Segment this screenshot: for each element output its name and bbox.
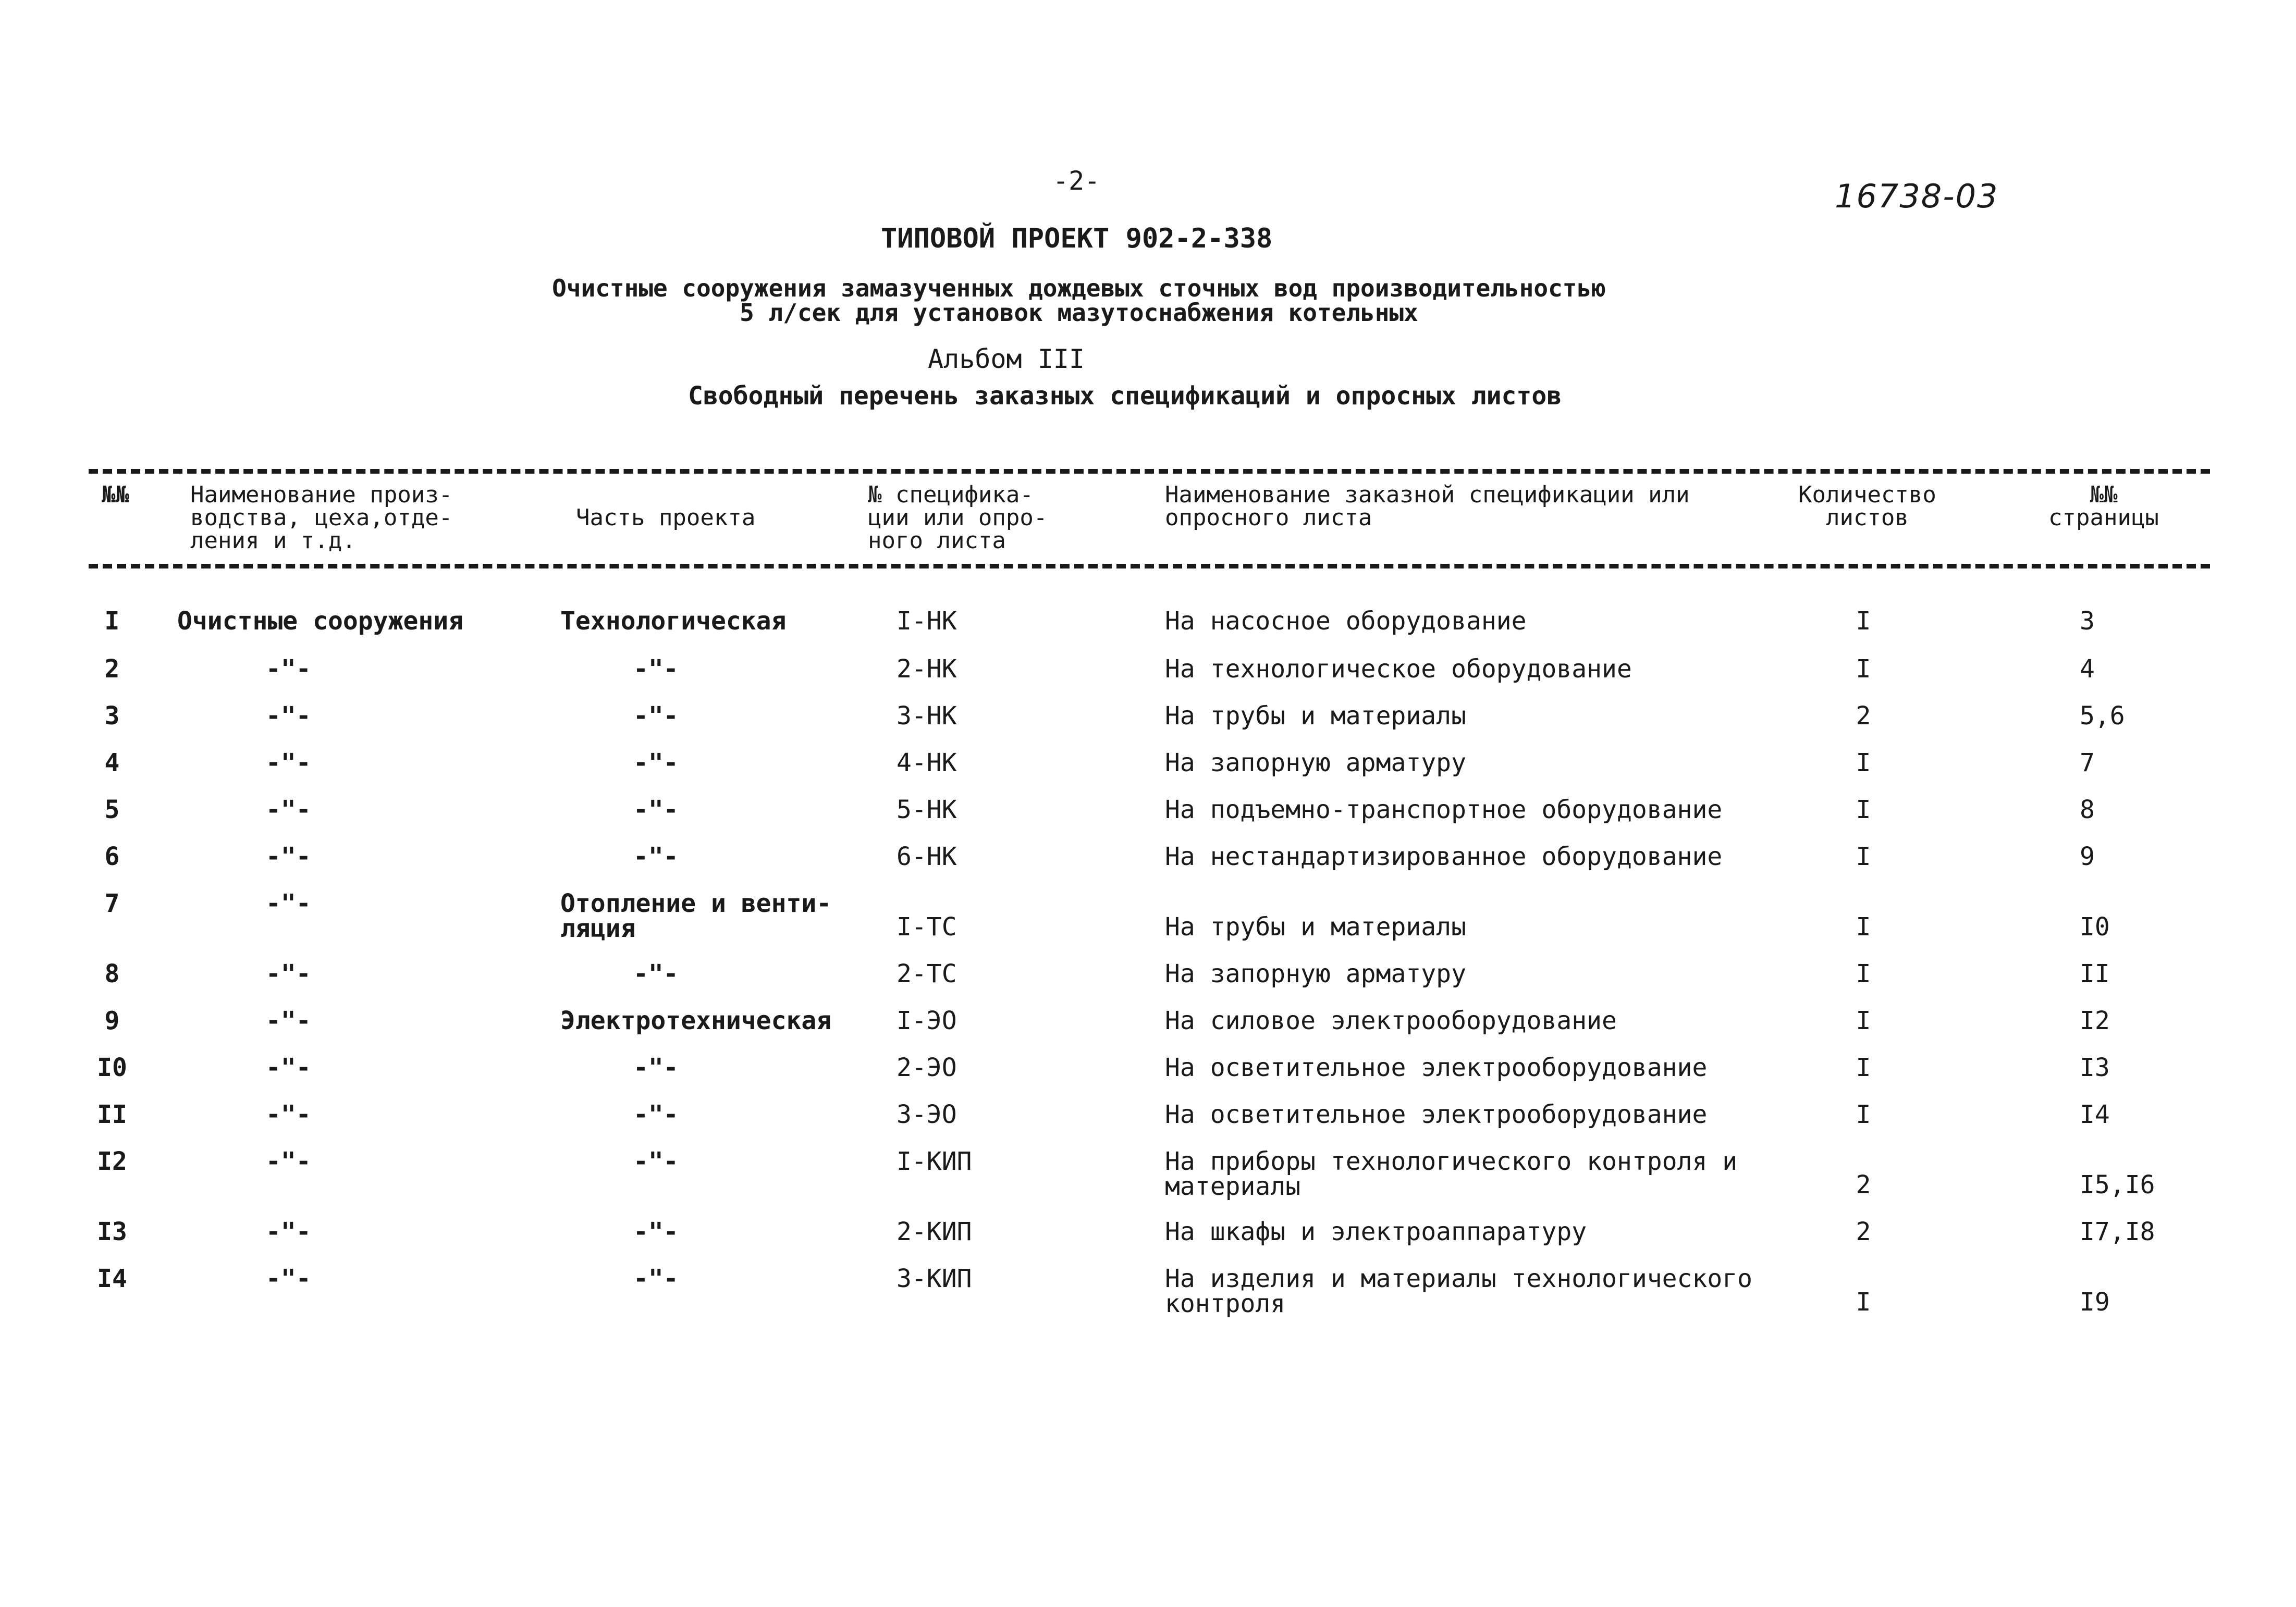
- row-part: -"-: [633, 748, 679, 777]
- row-number: 8: [104, 959, 120, 988]
- row-part: -"-: [633, 1100, 679, 1129]
- row-part: -"-: [633, 959, 679, 988]
- row-spec: 2-ЭО: [897, 1053, 957, 1082]
- row-number: 7: [104, 889, 120, 918]
- row-number: I2: [97, 1147, 127, 1176]
- header-pages: №№ страницы: [2048, 481, 2159, 531]
- row-part: -"-: [633, 1147, 679, 1176]
- row-spec: 5-НК: [897, 795, 957, 824]
- row-pages: 3: [2080, 607, 2095, 636]
- row-spec: I-ЭО: [897, 1006, 957, 1035]
- row-part: -"-: [633, 701, 679, 731]
- row-part: -"-: [633, 1264, 679, 1293]
- row-spec-name: На подъемно-транспортное оборудование: [1165, 795, 1723, 824]
- row-quantity: 2: [1856, 1217, 1871, 1246]
- row-spec-name: На технологическое оборудование: [1165, 654, 1632, 684]
- row-number: I3: [97, 1217, 127, 1246]
- row-spec-name: На силовое электрооборудование: [1165, 1006, 1617, 1035]
- row-spec: 4-НК: [897, 748, 957, 777]
- row-spec: 3-КИП: [897, 1264, 972, 1293]
- header-production: Наименование произ- водства, цеха,отде- ления и т.д.: [190, 481, 453, 554]
- header-num: №№: [102, 481, 129, 508]
- row-spec: I-КИП: [897, 1147, 972, 1176]
- row-quantity: 2: [1856, 701, 1871, 731]
- header-spec-name: Наименование заказной спецификации или опросного листа: [1165, 481, 1690, 531]
- row-spec: I-ТС: [897, 912, 957, 942]
- row-production: -"-: [266, 795, 311, 824]
- row-quantity: I: [1856, 1288, 1871, 1317]
- row-quantity: I: [1856, 1100, 1871, 1129]
- project-title: ТИПОВОЙ ПРОЕКТ 902-2-338: [881, 223, 1273, 254]
- row-part: -"-: [633, 1053, 679, 1082]
- row-number: 9: [104, 1006, 120, 1035]
- row-production: -"-: [266, 1264, 311, 1293]
- row-pages: 8: [2080, 795, 2095, 824]
- row-quantity: I: [1856, 1006, 1871, 1035]
- row-number: II: [97, 1100, 127, 1129]
- album-label: Альбом III: [928, 344, 1085, 374]
- page-number: -2-: [1053, 166, 1100, 196]
- row-quantity: I: [1856, 748, 1871, 777]
- header-part: Часть проекта: [576, 504, 756, 531]
- row-spec-name: На изделия и материалы технологического контроля: [1165, 1264, 1753, 1318]
- row-number: I4: [97, 1264, 127, 1293]
- row-part: Отопление и венти- ляция: [560, 889, 832, 943]
- row-production: -"-: [266, 701, 311, 731]
- row-spec-name: На осветительное электрооборудование: [1165, 1053, 1708, 1082]
- row-production: -"-: [266, 654, 311, 684]
- row-quantity: I: [1856, 795, 1871, 824]
- row-production: -"-: [266, 1053, 311, 1082]
- row-number: 6: [104, 842, 120, 871]
- row-spec-name: На насосное оборудование: [1165, 607, 1527, 636]
- row-pages: II: [2080, 959, 2110, 988]
- row-number: 3: [104, 701, 120, 731]
- row-production: -"-: [266, 1006, 311, 1035]
- row-spec-name: На трубы и материалы: [1165, 701, 1466, 731]
- row-part: -"-: [633, 654, 679, 684]
- row-spec: 3-НК: [897, 701, 957, 731]
- row-spec: 3-ЭО: [897, 1100, 957, 1129]
- row-production: -"-: [266, 1217, 311, 1246]
- row-spec-name: На нестандартизированное оборудование: [1165, 842, 1723, 871]
- row-production: -"-: [266, 1100, 311, 1129]
- row-pages: I7,I8: [2080, 1217, 2155, 1246]
- row-spec-name: На осветительное электрооборудование: [1165, 1100, 1708, 1129]
- row-pages: I3: [2080, 1053, 2110, 1082]
- row-quantity: I: [1856, 654, 1871, 684]
- row-number: I: [104, 607, 120, 636]
- description-line-1: Очистные сооружения замазученных дождевых сточных вод производительностью: [552, 274, 1606, 302]
- row-part: Электротехническая: [560, 1006, 832, 1035]
- row-quantity: 2: [1856, 1170, 1871, 1200]
- row-pages: 5,6: [2080, 701, 2125, 731]
- header-quantity: Количество листов: [1798, 481, 1936, 531]
- row-quantity: I: [1856, 912, 1871, 942]
- row-production: -"-: [266, 959, 311, 988]
- row-spec: 2-КИП: [897, 1217, 972, 1246]
- row-spec: 2-ТС: [897, 959, 957, 988]
- row-spec: 2-НК: [897, 654, 957, 684]
- row-spec-name: На запорную арматуру: [1165, 959, 1466, 988]
- table-header-rule: [89, 564, 2210, 568]
- row-pages: I2: [2080, 1006, 2110, 1035]
- table-top-rule: [89, 469, 2210, 474]
- row-spec: I-НК: [897, 607, 957, 636]
- row-quantity: I: [1856, 1053, 1871, 1082]
- row-part: -"-: [633, 795, 679, 824]
- row-spec-name: На шкафы и электроаппаратуру: [1165, 1217, 1587, 1246]
- row-part: Технологическая: [560, 607, 787, 636]
- row-quantity: I: [1856, 607, 1871, 636]
- row-pages: 7: [2080, 748, 2095, 777]
- row-part: -"-: [633, 842, 679, 871]
- row-pages: 9: [2080, 842, 2095, 871]
- header-spec: № специфика- ции или опро- ного листа: [868, 481, 1048, 554]
- row-production: -"-: [266, 889, 311, 918]
- list-title: Свободный перечень заказных спецификаций и опросных листов: [688, 381, 1562, 411]
- row-production: -"-: [266, 1147, 311, 1176]
- row-production: -"-: [266, 842, 311, 871]
- handwritten-note: 16738-03: [1835, 177, 1999, 215]
- description-line-2: 5 л/сек для установок мазутоснабжения котельных: [740, 299, 1418, 327]
- row-spec-name: На приборы технологического контроля и материалы: [1165, 1147, 1738, 1201]
- row-number: I0: [97, 1053, 127, 1082]
- row-production: -"-: [266, 748, 311, 777]
- row-quantity: I: [1856, 842, 1871, 871]
- row-spec: 6-НК: [897, 842, 957, 871]
- row-pages: I9: [2080, 1288, 2110, 1317]
- project-description: [480, 276, 1678, 325]
- row-pages: I0: [2080, 912, 2110, 942]
- row-production: Очистные сооружения: [177, 607, 464, 636]
- row-quantity: I: [1856, 959, 1871, 988]
- row-number: 4: [104, 748, 120, 777]
- row-number: 5: [104, 795, 120, 824]
- row-pages: 4: [2080, 654, 2095, 684]
- row-spec-name: На запорную арматуру: [1165, 748, 1466, 777]
- row-spec-name: На трубы и материалы: [1165, 912, 1466, 942]
- row-pages: I4: [2080, 1100, 2110, 1129]
- row-number: 2: [104, 654, 120, 684]
- row-pages: I5,I6: [2080, 1170, 2155, 1200]
- row-part: -"-: [633, 1217, 679, 1246]
